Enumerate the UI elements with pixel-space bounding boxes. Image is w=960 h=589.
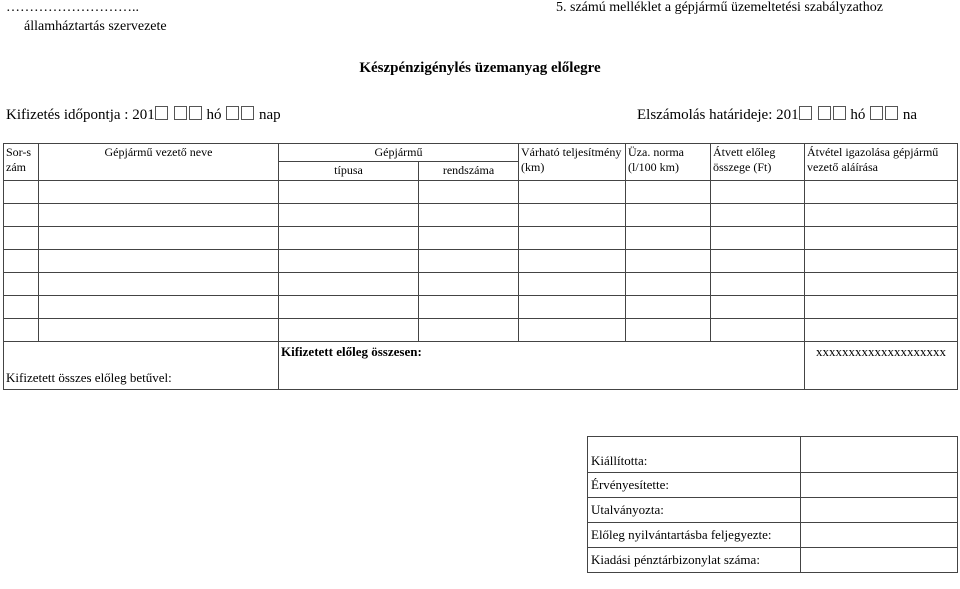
month-digit-box[interactable] [189, 106, 202, 120]
table-row [4, 273, 958, 296]
day-digit-box[interactable] [885, 106, 898, 120]
table-cell[interactable] [805, 204, 958, 227]
table-cell[interactable] [519, 204, 626, 227]
payment-date-label: Kifizetés időpontja : 201 [6, 107, 155, 123]
table-cell[interactable] [4, 181, 39, 204]
table-row [4, 181, 958, 204]
table-cell[interactable] [419, 227, 519, 250]
table-row [4, 250, 958, 273]
header-expected-distance: Várható teljesítmény (km) [519, 144, 626, 181]
table-cell[interactable] [419, 296, 519, 319]
table-cell[interactable] [519, 181, 626, 204]
table-cell[interactable] [626, 319, 711, 342]
table-cell[interactable] [519, 296, 626, 319]
header-vehicle: Gépjármű [279, 144, 519, 162]
issued-by-label: Kiállította: [588, 437, 801, 473]
year-digit-box[interactable] [155, 106, 168, 120]
approval-row [588, 498, 958, 523]
table-cell[interactable] [519, 273, 626, 296]
table-cell[interactable] [519, 250, 626, 273]
table-cell[interactable] [805, 319, 958, 342]
table-cell[interactable] [4, 296, 39, 319]
authorized-by-label: Utalványozta: [588, 498, 801, 523]
validated-by-signature[interactable] [801, 473, 958, 498]
header-advance-amount: Átvett előleg összege (Ft) [711, 144, 805, 181]
table-cell[interactable] [39, 250, 279, 273]
table-cell[interactable] [419, 273, 519, 296]
table-cell[interactable] [419, 250, 519, 273]
table-cell[interactable] [4, 227, 39, 250]
payment-month-label: hó [206, 107, 222, 123]
header-vehicle-type: típusa [279, 162, 419, 181]
table-cell[interactable] [626, 250, 711, 273]
table-cell[interactable] [39, 204, 279, 227]
table-cell[interactable] [519, 319, 626, 342]
table-cell[interactable] [4, 250, 39, 273]
approval-row [588, 473, 958, 498]
table-cell[interactable] [805, 250, 958, 273]
month-digit-box[interactable] [174, 106, 187, 120]
table-cell[interactable] [626, 296, 711, 319]
annex-reference: 5. számú melléklet a gépjármű üzemeltetési szabályzathoz [556, 0, 883, 15]
table-cell[interactable] [279, 204, 419, 227]
validated-by-label: Érvényesítette: [588, 473, 801, 498]
table-cell[interactable] [711, 273, 805, 296]
table-cell[interactable] [711, 204, 805, 227]
table-cell[interactable] [626, 181, 711, 204]
table-cell[interactable] [279, 273, 419, 296]
authorized-by-signature[interactable] [801, 498, 958, 523]
amount-in-words-label: Kifizetett összes előleg betűvel: [4, 342, 279, 390]
deadline-day-label: na [902, 107, 918, 123]
organization-dots: ……………………….. [6, 0, 139, 15]
table-cell[interactable] [626, 204, 711, 227]
table-cell[interactable] [39, 273, 279, 296]
cash-voucher-number-field[interactable] [801, 548, 958, 573]
header-serial: Sor-szám [4, 144, 39, 181]
advance-request-table [3, 143, 958, 390]
table-cell[interactable] [805, 227, 958, 250]
approval-row [588, 523, 958, 548]
table-cell[interactable] [626, 227, 711, 250]
table-cell[interactable] [711, 181, 805, 204]
table-cell[interactable] [4, 273, 39, 296]
header-receipt-signature: Átvétel igazolása gépjármű vezető aláírása [805, 144, 958, 181]
advance-recorded-signature[interactable] [801, 523, 958, 548]
total-advance-label: Kifizetett előleg összesen: [279, 342, 805, 390]
approval-row [588, 548, 958, 573]
table-cell[interactable] [279, 181, 419, 204]
table-cell[interactable] [519, 227, 626, 250]
table-cell[interactable] [805, 181, 958, 204]
month-digit-box[interactable] [818, 106, 831, 120]
table-row [4, 296, 958, 319]
table-row [4, 227, 958, 250]
header-driver-name: Gépjármű vezető neve [39, 144, 279, 181]
table-cell[interactable] [419, 319, 519, 342]
approval-signature-table [587, 436, 958, 573]
organization-name: államháztartás szervezete [24, 19, 167, 34]
table-cell[interactable] [805, 273, 958, 296]
table-cell[interactable] [711, 319, 805, 342]
totals-row [4, 342, 958, 390]
table-cell[interactable] [711, 227, 805, 250]
document-title: Készpénzigénylés üzemanyag előlegre [359, 60, 601, 76]
day-digit-box[interactable] [241, 106, 254, 120]
year-digit-box[interactable] [799, 106, 812, 120]
table-cell[interactable] [279, 227, 419, 250]
table-cell[interactable] [805, 296, 958, 319]
table-cell[interactable] [711, 250, 805, 273]
header-plate-number: rendszáma [419, 162, 519, 181]
approval-row [588, 437, 958, 473]
table-cell[interactable] [39, 227, 279, 250]
month-digit-box[interactable] [833, 106, 846, 120]
cash-voucher-number-label: Kiadási pénztárbizonylat száma: [588, 548, 801, 573]
table-row [4, 319, 958, 342]
payment-date-line [6, 106, 281, 124]
table-cell[interactable] [39, 319, 279, 342]
day-digit-box[interactable] [226, 106, 239, 120]
table-cell[interactable] [279, 296, 419, 319]
deadline-label: Elszámolás határideje: 201 [637, 107, 799, 123]
table-row [4, 204, 958, 227]
table-cell[interactable] [39, 181, 279, 204]
table-cell[interactable] [279, 250, 419, 273]
table-cell[interactable] [4, 319, 39, 342]
day-digit-box[interactable] [870, 106, 883, 120]
table-cell[interactable] [711, 296, 805, 319]
table-cell[interactable] [4, 204, 39, 227]
table-cell[interactable] [279, 319, 419, 342]
advance-recorded-label: Előleg nyilvántartásba feljegyezte: [588, 523, 801, 548]
issued-by-signature[interactable] [801, 437, 958, 473]
table-cell[interactable] [626, 273, 711, 296]
header-fuel-norm: Üza. norma (l/100 km) [626, 144, 711, 181]
table-cell[interactable] [39, 296, 279, 319]
deadline-month-label: hó [850, 107, 866, 123]
payment-day-label: nap [258, 107, 281, 123]
table-cell[interactable] [419, 204, 519, 227]
settlement-deadline-line [637, 106, 917, 124]
table-cell[interactable] [419, 181, 519, 204]
total-advance-filler: xxxxxxxxxxxxxxxxxxxx [805, 342, 958, 390]
